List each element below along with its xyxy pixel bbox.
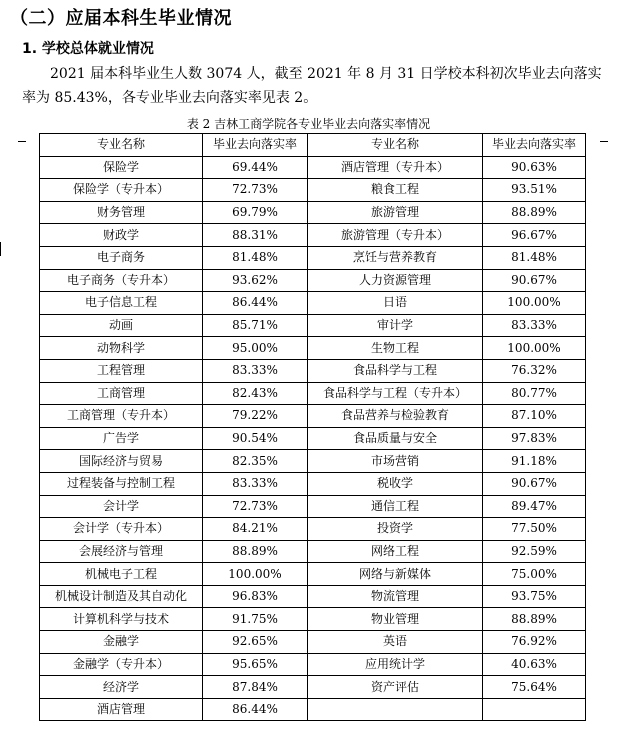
table-row	[40, 563, 586, 586]
rate-cell: 82.43%	[203, 382, 308, 405]
major-name-cell: 网络工程	[308, 540, 483, 563]
major-name-cell: 旅游管理	[308, 201, 483, 224]
rate-cell: 97.83%	[483, 427, 586, 450]
rate-cell: 81.48%	[203, 246, 308, 269]
rate-cell: 96.83%	[203, 585, 308, 608]
major-name-cell: 金融学	[40, 631, 203, 654]
major-name-cell: 人力资源管理	[308, 269, 483, 292]
rate-cell: 72.73%	[203, 495, 308, 518]
major-name-cell: 酒店管理（专升本）	[308, 156, 483, 179]
major-name-cell: 税收学	[308, 472, 483, 495]
rate-cell: 95.65%	[203, 653, 308, 676]
rate-cell: 83.33%	[203, 472, 308, 495]
table-row	[40, 269, 586, 292]
major-name-cell: 应用统计学	[308, 653, 483, 676]
rate-cell: 96.67%	[483, 224, 586, 247]
major-name-cell: 投资学	[308, 518, 483, 541]
rate-cell: 69.79%	[203, 201, 308, 224]
rate-cell: 72.73%	[203, 179, 308, 202]
rate-cell: 84.21%	[203, 518, 308, 541]
major-name-cell: 食品科学与工程（专升本）	[308, 382, 483, 405]
table-row	[40, 314, 586, 337]
rate-cell: 100.00%	[483, 292, 586, 315]
table-row	[40, 382, 586, 405]
major-name-cell: 经济学	[40, 676, 203, 699]
major-name-cell: 日语	[308, 292, 483, 315]
major-name-cell: 食品质量与安全	[308, 427, 483, 450]
rate-cell: 91.75%	[203, 608, 308, 631]
major-name-cell: 市场营销	[308, 450, 483, 473]
rate-cell: 86.44%	[203, 292, 308, 315]
major-name-cell: 财政学	[40, 224, 203, 247]
section-heading: （二）应届本科生毕业情况	[10, 8, 232, 29]
rate-cell: 76.32%	[483, 359, 586, 382]
table-row	[40, 427, 586, 450]
major-name-cell: 英语	[308, 631, 483, 654]
right-margin-mark	[600, 141, 608, 142]
rate-cell: 82.35%	[203, 450, 308, 473]
rate-cell: 75.64%	[483, 676, 586, 699]
major-name-cell: 酒店管理	[40, 698, 203, 721]
major-name-cell: 过程装备与控制工程	[40, 472, 203, 495]
major-name-cell: 金融学（专升本）	[40, 653, 203, 676]
rate-cell: 85.71%	[203, 314, 308, 337]
table-row	[40, 179, 586, 202]
majors-table	[39, 133, 586, 721]
major-name-cell: 会计学	[40, 495, 203, 518]
rate-cell: 87.10%	[483, 405, 586, 428]
rate-cell: 75.00%	[483, 563, 586, 586]
major-name-cell: 会展经济与管理	[40, 540, 203, 563]
major-name-cell: 动画	[40, 314, 203, 337]
major-name-cell: 国际经济与贸易	[40, 450, 203, 473]
left-margin-mark	[18, 141, 26, 142]
rate-cell: 83.33%	[483, 314, 586, 337]
table-row	[40, 631, 586, 654]
rate-cell	[483, 698, 586, 721]
table-row	[40, 698, 586, 721]
rate-cell: 40.63%	[483, 653, 586, 676]
table-row	[40, 472, 586, 495]
table-row	[40, 518, 586, 541]
header-rate-2: 毕业去向落实率	[483, 134, 586, 157]
table-row	[40, 540, 586, 563]
major-name-cell: 工程管理	[40, 359, 203, 382]
table-row	[40, 292, 586, 315]
rate-cell: 79.22%	[203, 405, 308, 428]
major-name-cell: 烹饪与营养教育	[308, 246, 483, 269]
rate-cell: 80.77%	[483, 382, 586, 405]
table-row	[40, 450, 586, 473]
page-edge-mark	[0, 242, 1, 256]
rate-cell: 92.65%	[203, 631, 308, 654]
table-row	[40, 585, 586, 608]
table-row	[40, 676, 586, 699]
rate-cell: 76.92%	[483, 631, 586, 654]
subsection-heading: 1. 学校总体就业情况	[22, 41, 154, 57]
major-name-cell: 审计学	[308, 314, 483, 337]
major-name-cell: 网络与新媒体	[308, 563, 483, 586]
major-name-cell: 电子商务（专升本）	[40, 269, 203, 292]
table-row	[40, 359, 586, 382]
major-name-cell: 工商管理（专升本）	[40, 405, 203, 428]
rate-cell: 77.50%	[483, 518, 586, 541]
major-name-cell: 旅游管理（专升本）	[308, 224, 483, 247]
table-caption: 表 2 吉林工商学院各专业毕业去向落实率情况	[186, 117, 431, 131]
table-row	[40, 337, 586, 360]
header-major-name-2: 专业名称	[308, 134, 483, 157]
rate-cell: 87.84%	[203, 676, 308, 699]
rate-cell: 90.63%	[483, 156, 586, 179]
rate-cell: 90.67%	[483, 472, 586, 495]
summary-paragraph: 2021 届本科毕业生人数 3074 人，截至 2021 年 8 月 31 日学校本科初次毕业去向落实率为 85.43%，各专业毕业去向落实率见表 2。	[22, 66, 602, 106]
major-name-cell: 资产评估	[308, 676, 483, 699]
table-row	[40, 246, 586, 269]
table-row	[40, 405, 586, 428]
rate-cell: 89.47%	[483, 495, 586, 518]
major-name-cell: 生物工程	[308, 337, 483, 360]
major-name-cell: 粮食工程	[308, 179, 483, 202]
major-name-cell: 电子商务	[40, 246, 203, 269]
major-name-cell: 物业管理	[308, 608, 483, 631]
table-body	[40, 156, 586, 721]
rate-cell: 88.89%	[203, 540, 308, 563]
rate-cell: 95.00%	[203, 337, 308, 360]
table-row	[40, 224, 586, 247]
major-name-cell: 机械设计制造及其自动化	[40, 585, 203, 608]
major-name-cell: 保险学	[40, 156, 203, 179]
header-major-name-1: 专业名称	[40, 134, 203, 157]
rate-cell: 91.18%	[483, 450, 586, 473]
major-name-cell: 保险学（专升本）	[40, 179, 203, 202]
rate-cell: 88.89%	[483, 608, 586, 631]
major-name-cell: 财务管理	[40, 201, 203, 224]
major-name-cell: 食品科学与工程	[308, 359, 483, 382]
major-name-cell: 会计学（专升本）	[40, 518, 203, 541]
rate-cell: 100.00%	[203, 563, 308, 586]
rate-cell: 88.31%	[203, 224, 308, 247]
major-name-cell: 机械电子工程	[40, 563, 203, 586]
table-row	[40, 653, 586, 676]
rate-cell: 90.54%	[203, 427, 308, 450]
major-name-cell: 计算机科学与技术	[40, 608, 203, 631]
rate-cell: 93.75%	[483, 585, 586, 608]
rate-cell: 69.44%	[203, 156, 308, 179]
major-name-cell: 动物科学	[40, 337, 203, 360]
major-name-cell: 物流管理	[308, 585, 483, 608]
rate-cell: 83.33%	[203, 359, 308, 382]
table-header-row	[40, 134, 586, 157]
rate-cell: 93.62%	[203, 269, 308, 292]
rate-cell: 90.67%	[483, 269, 586, 292]
major-name-cell: 工商管理	[40, 382, 203, 405]
table-row	[40, 495, 586, 518]
major-name-cell	[308, 698, 483, 721]
major-name-cell: 广告学	[40, 427, 203, 450]
rate-cell: 92.59%	[483, 540, 586, 563]
major-name-cell: 电子信息工程	[40, 292, 203, 315]
rate-cell: 88.89%	[483, 201, 586, 224]
table-row	[40, 201, 586, 224]
table-row	[40, 608, 586, 631]
table-row	[40, 156, 586, 179]
rate-cell: 81.48%	[483, 246, 586, 269]
rate-cell: 86.44%	[203, 698, 308, 721]
major-name-cell: 食品营养与检验教育	[308, 405, 483, 428]
rate-cell: 100.00%	[483, 337, 586, 360]
rate-cell: 93.51%	[483, 179, 586, 202]
major-name-cell: 通信工程	[308, 495, 483, 518]
header-rate-1: 毕业去向落实率	[203, 134, 308, 157]
